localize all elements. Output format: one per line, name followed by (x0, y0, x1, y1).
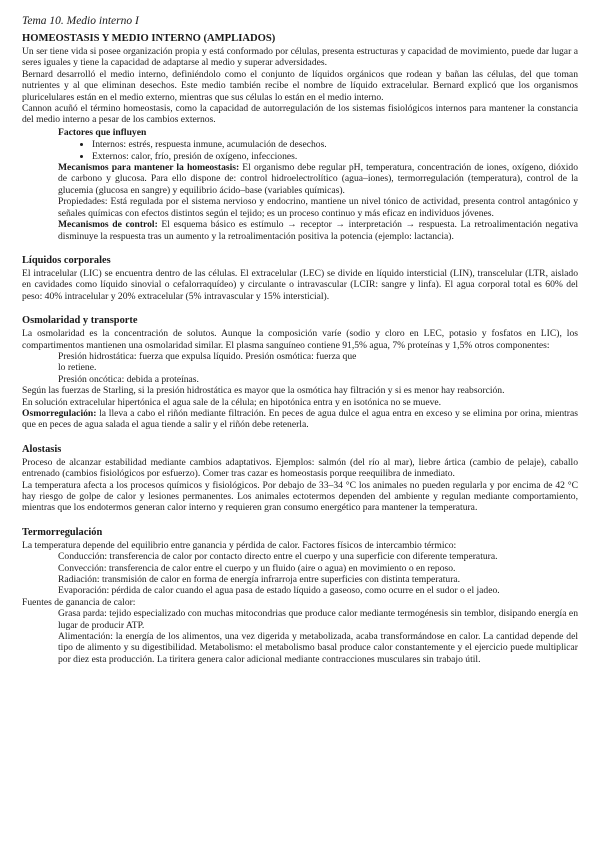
allostasis-title: Alostasis (22, 443, 62, 455)
control-text: El esquema básico es estímulo → receptor → interpretación → respuesta. La retroalimentación negativa disminuye la respuesta tras un aumento y la retroalimentación positiva la potencia (ejemplo: lactancia). (58, 219, 578, 242)
allostasis-paragraph-1: Proceso de alcanzar estabilidad mediante cambios adaptativos. Ejemplos: salmón (del río al mar), liebre ártica (cambio de pelaje), caballo entrenado (cambios fisiológicos por esfuerzo). Comer tras cazar es homeostasis porque reequilibra de inmediato. (22, 456, 578, 480)
brown-fat-paragraph: Grasa parda: tejido especializado con muchas mitocondrias que produce calor mediante termogénesis sin temblor, disipando energía en lugar de producir ATP. (58, 608, 578, 631)
radiation-line: Radiación: transmisión de calor en forma de energía infrarroja entre superficies con distinta temperatura. (58, 574, 461, 586)
pressure-line-2: lo retiene. (58, 362, 97, 374)
homeostasis-paragraph-2: Bernard desarrolló el medio interno, definiéndolo como el conjunto de líquidos orgánicos que rodean y bañan las células, del que toman nutrientes y al que eliminan desechos. Este medio también recibe el nombre de líquido extracelular. Bernard explicó que los organismos pluricelulares están en el medio externo, mientras que sus células lo están en el medio interno. (22, 68, 578, 103)
factor-item-externos: • Externos: calor, frío, presión de oxígeno, infecciones. (92, 151, 578, 162)
tonicity-paragraph: En solución extracelular hipertónica el agua sale de la célula; en hipotónica entra y en isotónica no se mueve. (22, 396, 442, 408)
factors-list (22, 139, 578, 162)
conduction-line: Conducción: transferencia de calor por contacto directo entre el cuerpo y una superficie con diferente temperatura. (58, 551, 498, 563)
osmoregulation-paragraph (22, 408, 578, 431)
mechanisms-label: Mecanismos para mantener la homeostasis: (58, 162, 240, 174)
heat-sources-heading: Fuentes de ganancia de calor: (22, 596, 136, 608)
oncotic-pressure-line: Presión oncótica: debida a proteínas. (58, 373, 199, 385)
control-paragraph (22, 219, 578, 242)
thermoregulation-paragraph: La temperatura depende del equilibrio entre ganancia y pérdida de calor. Factores físicos de intercambio térmico: (22, 539, 457, 551)
mechanisms-paragraph (22, 162, 578, 196)
control-label: Mecanismos de control: (58, 219, 158, 231)
homeostasis-paragraph-1: Un ser tiene vida si posee organización propia y está conformado por células, presenta estructuras y capacidad de movimiento, puede dar lugar a seres iguales y tiene la capacidad de adaptarse al medio y superar adversidades. (22, 46, 578, 69)
page-header: Tema 10. Medio interno I (22, 15, 139, 27)
properties-paragraph: Propiedades: Está regulada por el sistema nervioso y endocrino, mantiene un nivel tónico de actividad, presenta control antagónico y señales químicas con efectos distintos según el tejido; es un proceso continuo y más eficaz en individuos jóvenes. (58, 196, 578, 219)
osmolarity-title: Osmolaridad y transporte (22, 315, 138, 327)
osmoregulation-label: Osmorregulación: (22, 407, 97, 419)
factors-title: Factores que influyen (58, 126, 147, 138)
osmoregulation-text: la lleva a cabo el riñón mediante filtración. En peces de agua dulce el agua entra en exceso y se elimina por orina, mientras que en peces de agua salada el agua tiende a salir y el riñón debe retenerla. (22, 407, 578, 431)
convection-line: Convección: transferencia de calor entre el cuerpo y un fluido (aire o agua) en movimiento o en reposo. (58, 562, 456, 574)
thermoregulation-title: Termorregulación (22, 526, 103, 538)
liquids-paragraph: El intracelular (LIC) se encuentra dentro de las células. El extracelular (LEC) se divide en líquido intersticial (LIN), transcelular (LTR, aislado en cavidades como líquido sinovial o cefalorraquídeo) y circulante o intravascular (LCIR: sangre y linfa). El agua corporal total es 60% del peso: 40% intracelular y 20% extracelular (5% intravascular y 15% intersticial). (22, 267, 578, 302)
osmolarity-paragraph-1: La osmolaridad es la concentración de solutos. Aunque la composición varíe (sodio y cloro en LEC, potasio y fosfatos en LIC), los compartimentos mantienen una osmolaridad similar. El plasma sanguíneo contiene 91,5% agua, 7% proteínas y 1,5% otros componentes: (22, 328, 578, 351)
liquids-title: Líquidos corporales (22, 254, 111, 266)
starling-paragraph: Según las fuerzas de Starling, si la presión hidrostática es mayor que la osmótica hay filtración y si es menor hay reabsorción. (22, 385, 505, 397)
evaporation-line: Evaporación: pérdida de calor cuando el agua pasa de estado líquido a gaseoso, como ocurre en el sudor o el jadeo. (58, 585, 500, 597)
homeostasis-title: HOMEOSTASIS Y MEDIO INTERNO (AMPLIADOS) (22, 33, 276, 44)
factor-item-internos: • Internos: estrés, respuesta inmune, acumulación de desechos. (92, 139, 578, 150)
homeostasis-paragraph-3: Cannon acuñó el término homeostasis, como la capacidad de autorregulación de los sistemas fisiológicos internos para mantener la constancia del medio interno a pesar de los cambios externos. (22, 103, 578, 126)
mechanisms-text: El organismo debe regular pH, temperatura, concentración de iones, oxígeno, dióxido de carbono y glucosa. Para ello dispone de: control hidroelectrolítico (agua–iones), termorregulación (temperatura), control de la glucemia (glucosa en sangre) y equilibrio ácido–base (variables químicas). (58, 162, 578, 196)
allostasis-paragraph-2: La temperatura afecta a los procesos químicos y fisiológicos. Por debajo de 33–34 °C los animales no pueden regularla y por encima de 42 °C hay riesgo de golpe de calor y lesiones permanentes. Los animales ectotermos dependen del ambiente y regulan mediante comportamiento, mientras que los endotermos generan calor interno y requieren gran consumo energético para mantener la temperatura. (22, 479, 578, 514)
pressure-line-1: Presión hidrostática: fuerza que expulsa líquido. Presión osmótica: fuerza que (58, 350, 357, 362)
food-metabolism-paragraph: Alimentación: la energía de los alimentos, una vez digerida y metabolizada, acaba transformándose en calor. La cantidad depende del tipo de alimento y su digestibilidad. Metabolismo: el metabolismo basal produce calor constantemente y el ejercicio puede multiplicar por diez esta producción. La tiritera genera calor adicional mediante contracciones musculares sin trabajo útil. (58, 631, 578, 665)
